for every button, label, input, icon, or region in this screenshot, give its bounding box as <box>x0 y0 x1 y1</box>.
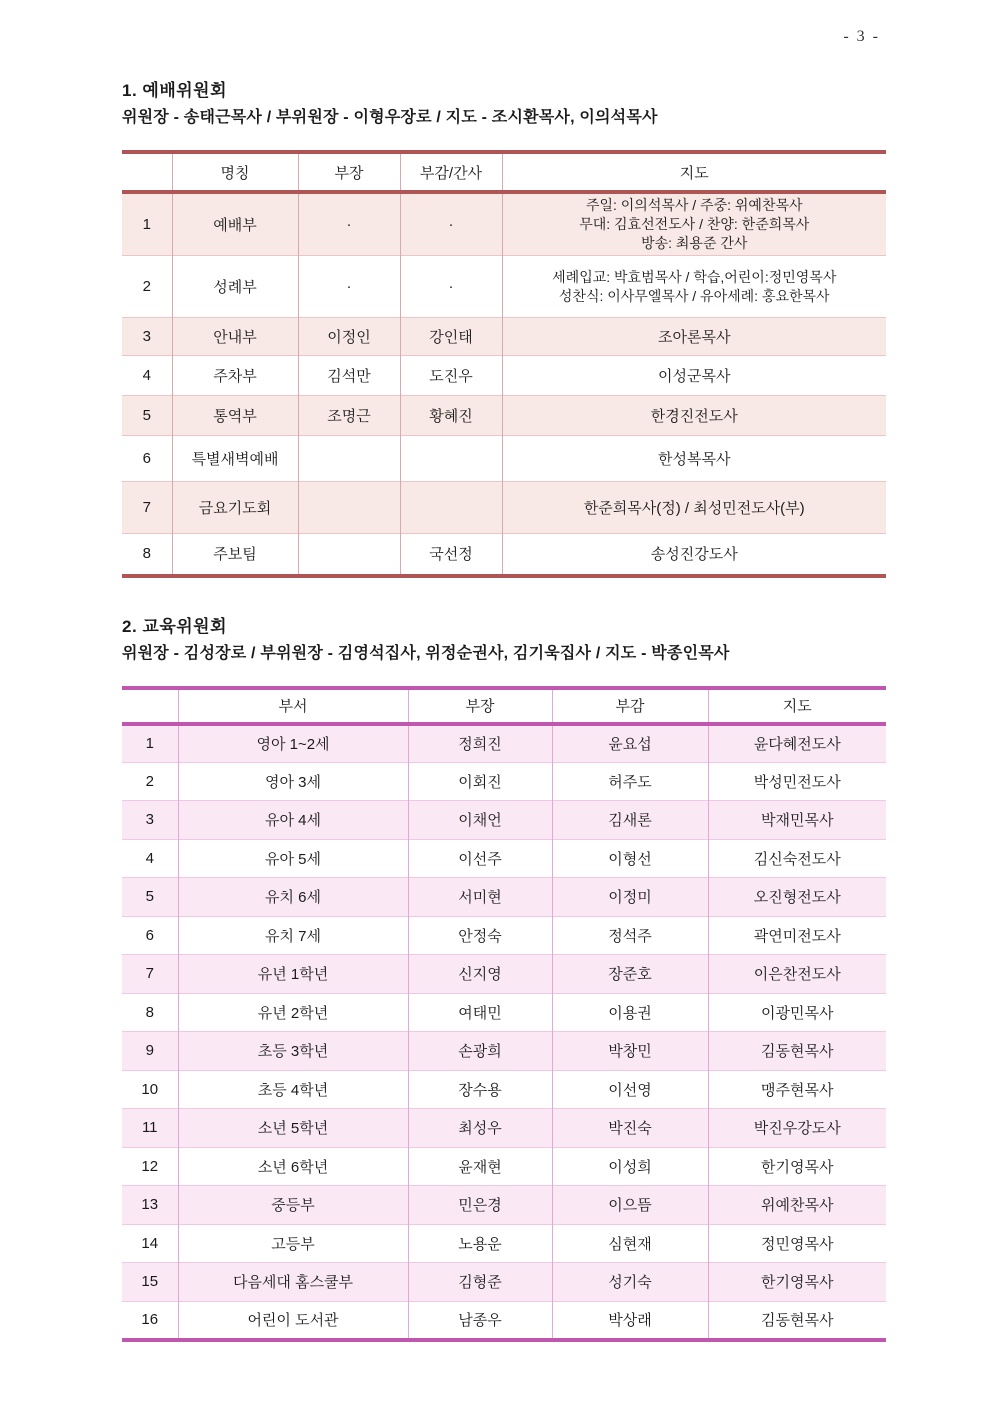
table-cell: 특별새벽예배 <box>172 436 298 482</box>
column-header: 부장 <box>408 688 552 724</box>
table-header-row <box>122 688 886 724</box>
table-cell <box>298 436 400 482</box>
table-cell: 이정인 <box>298 318 400 356</box>
table-cell: · <box>298 256 400 318</box>
table-cell: 이회진 <box>408 762 552 801</box>
row-number-cell: 5 <box>142 407 151 424</box>
table-cell: 성례부 <box>172 256 298 318</box>
section-title: 2. 교육위원회 <box>122 616 228 636</box>
table-row <box>122 993 886 1032</box>
section-education-committee <box>122 616 886 1342</box>
table-cell: 신지영 <box>408 955 552 994</box>
table-cell: 한기영목사 <box>708 1263 886 1302</box>
table-row <box>122 256 886 318</box>
guide-line: 무대: 김효선전도사 / 찬양: 한준희목사 <box>579 216 810 232</box>
row-number-cell: 6 <box>142 450 151 467</box>
column-header <box>122 152 172 192</box>
column-header <box>122 688 178 724</box>
row-number-cell: 4 <box>142 367 151 384</box>
table-cell: 이용권 <box>552 993 708 1032</box>
section-subtitle: 위원장 - 김성장로 / 부위원장 - 김영석집사, 위정순권사, 김기욱집사 / 지도 - 박종인목사 <box>122 644 730 662</box>
table-cell: 윤요섭 <box>552 724 708 763</box>
table-cell: 장준호 <box>552 955 708 994</box>
table-cell: 김동현목사 <box>708 1032 886 1071</box>
table-cell: 국선정 <box>400 534 502 576</box>
table-row <box>122 1186 886 1225</box>
table-row <box>122 436 886 482</box>
table-cell: 안내부 <box>172 318 298 356</box>
column-header: 지도 <box>502 152 886 192</box>
table-cell: 주차부 <box>172 356 298 396</box>
table-cell: 유년 1학년 <box>178 955 408 994</box>
table-cell <box>502 256 886 318</box>
table-row <box>122 192 886 256</box>
table-row <box>122 356 886 396</box>
row-number-cell: 5 <box>145 888 154 906</box>
table-header-row <box>122 152 886 192</box>
column-header: 부감 <box>552 688 708 724</box>
table-cell: 유치 6세 <box>178 878 408 917</box>
table-cell: 조아론목사 <box>502 318 886 356</box>
table-cell: 위예찬목사 <box>708 1186 886 1225</box>
table-cell: 영아 1~2세 <box>178 724 408 763</box>
column-header: 부장 <box>298 152 400 192</box>
table-cell: 서미현 <box>408 878 552 917</box>
table-cell: 유아 5세 <box>178 839 408 878</box>
table-cell: 초등 4학년 <box>178 1070 408 1109</box>
table-cell: 금요기도회 <box>172 482 298 534</box>
column-header: 지도 <box>708 688 886 724</box>
table-cell: 한기영목사 <box>708 1147 886 1186</box>
row-number-cell: 3 <box>145 811 154 829</box>
table-cell: 남종우 <box>408 1301 552 1340</box>
table-row <box>122 955 886 994</box>
table-cell: 안정숙 <box>408 916 552 955</box>
table-cell: 윤다혜전도사 <box>708 724 886 763</box>
column-header: 부서 <box>178 688 408 724</box>
table-cell: 유치 7세 <box>178 916 408 955</box>
table-cell: 소년 5학년 <box>178 1109 408 1148</box>
row-number-cell: 8 <box>145 1003 154 1021</box>
table-row <box>122 916 886 955</box>
table-cell: 정석주 <box>552 916 708 955</box>
table-cell: 심현재 <box>552 1224 708 1263</box>
table-row <box>122 1224 886 1263</box>
table-row <box>122 878 886 917</box>
table-cell: 손광희 <box>408 1032 552 1071</box>
table-row <box>122 1109 886 1148</box>
table-cell: 성기숙 <box>552 1263 708 1302</box>
table-cell: 강인태 <box>400 318 502 356</box>
table-row <box>122 534 886 576</box>
table-cell <box>298 482 400 534</box>
table-cell: 박진숙 <box>552 1109 708 1148</box>
table-cell <box>502 192 886 256</box>
table-cell: · <box>298 192 400 256</box>
table-row <box>122 482 886 534</box>
table-cell: 김새론 <box>552 801 708 840</box>
guide-line: 성찬식: 이사무엘목사 / 유아세례: 홍요한목사 <box>558 287 830 304</box>
table-cell: 장수용 <box>408 1070 552 1109</box>
table-cell: 영아 3세 <box>178 762 408 801</box>
table-row <box>122 839 886 878</box>
row-number-cell: 14 <box>141 1234 159 1252</box>
table-row <box>122 1070 886 1109</box>
table-cell: 이채언 <box>408 801 552 840</box>
table-cell: 박재민목사 <box>708 801 886 840</box>
table-cell: 김형준 <box>408 1263 552 1302</box>
table-cell: 이형선 <box>552 839 708 878</box>
row-number-cell: 7 <box>145 965 154 983</box>
table-cell: 고등부 <box>178 1224 408 1263</box>
table-cell: 한준희목사(정) / 최성민전도사(부) <box>502 482 886 534</box>
table-row <box>122 1263 886 1302</box>
table-cell: 정희진 <box>408 724 552 763</box>
row-number-cell: 1 <box>145 735 154 752</box>
table-cell: 도진우 <box>400 356 502 396</box>
table-cell: 김동현목사 <box>708 1301 886 1340</box>
table-cell <box>400 482 502 534</box>
table-cell: 오진형전도사 <box>708 878 886 917</box>
table-cell <box>298 534 400 576</box>
document-body <box>122 80 886 1342</box>
table-row <box>122 1032 886 1071</box>
table-cell: 이성희 <box>552 1147 708 1186</box>
table-cell: 박진우강도사 <box>708 1109 886 1148</box>
table-row <box>122 801 886 840</box>
table-cell: 박성민전도사 <box>708 762 886 801</box>
row-number-cell: 16 <box>141 1311 159 1328</box>
section-worship-committee <box>122 80 886 578</box>
table-row <box>122 396 886 436</box>
education-committee-table <box>122 686 886 1342</box>
page-number: - 3 - <box>843 28 880 45</box>
row-number-cell: 2 <box>145 772 154 790</box>
table-cell: 이은찬전도사 <box>708 955 886 994</box>
table-cell: 한성복목사 <box>502 436 886 482</box>
table-row <box>122 762 886 801</box>
column-header: 부감/간사 <box>400 152 502 192</box>
table-cell: 조명근 <box>298 396 400 436</box>
table-row <box>122 1147 886 1186</box>
table-cell: 이으뜸 <box>552 1186 708 1225</box>
table-cell: 김석만 <box>298 356 400 396</box>
table-cell: 맹주현목사 <box>708 1070 886 1109</box>
table-cell: 이선주 <box>408 839 552 878</box>
table-cell: 송성진강도사 <box>502 534 886 576</box>
table-row <box>122 724 886 763</box>
table-row <box>122 318 886 356</box>
row-number-cell: 12 <box>141 1157 159 1175</box>
row-number-cell: 1 <box>142 216 151 233</box>
row-number-cell: 6 <box>145 926 154 944</box>
table-cell: 이성군목사 <box>502 356 886 396</box>
column-header: 명칭 <box>172 152 298 192</box>
table-cell: 예배부 <box>172 192 298 256</box>
table-cell: 여태민 <box>408 993 552 1032</box>
table-cell: 곽연미전도사 <box>708 916 886 955</box>
table-cell: 초등 3학년 <box>178 1032 408 1071</box>
table-cell: 허주도 <box>552 762 708 801</box>
table-cell: 박창민 <box>552 1032 708 1071</box>
row-number-cell: 13 <box>141 1196 159 1214</box>
table-cell: 주보팀 <box>172 534 298 576</box>
guide-line: 세례입교: 박효범목사 / 학습,어린이:정민영목사 <box>552 268 837 285</box>
table-cell: 중등부 <box>178 1186 408 1225</box>
table-cell: 이선영 <box>552 1070 708 1109</box>
table-cell: 한경진전도사 <box>502 396 886 436</box>
row-number-cell: 7 <box>142 499 151 516</box>
table-cell: 이정미 <box>552 878 708 917</box>
section-title: 1. 예배위원회 <box>122 81 228 100</box>
row-number-cell: 2 <box>142 278 151 295</box>
section-subtitle: 위원장 - 송태근목사 / 부위원장 - 이형우장로 / 지도 - 조시환목사, 이의석목사 <box>122 109 658 126</box>
table-cell: 통역부 <box>172 396 298 436</box>
table-cell: 유아 4세 <box>178 801 408 840</box>
table-cell: 박상래 <box>552 1301 708 1340</box>
table-cell: 윤재현 <box>408 1147 552 1186</box>
table-cell: 민은경 <box>408 1186 552 1225</box>
table-cell: 김신숙전도사 <box>708 839 886 878</box>
row-number-cell: 4 <box>145 849 154 867</box>
worship-committee-table <box>122 150 886 578</box>
table-cell: 어린이 도서관 <box>178 1301 408 1340</box>
row-number-cell: 10 <box>141 1080 159 1098</box>
table-cell: · <box>400 256 502 318</box>
table-cell: 이광민목사 <box>708 993 886 1032</box>
row-number-cell: 15 <box>141 1273 159 1291</box>
table-cell: 다음세대 홈스쿨부 <box>178 1263 408 1302</box>
table-row <box>122 1301 886 1340</box>
table-cell: 유년 2학년 <box>178 993 408 1032</box>
table-cell: · <box>400 192 502 256</box>
guide-line: 방송: 최용준 간사 <box>641 235 748 251</box>
row-number-cell: 9 <box>145 1042 154 1060</box>
guide-line: 주일: 이의석목사 / 주중: 위예찬목사 <box>585 197 803 213</box>
table-cell: 노용운 <box>408 1224 552 1263</box>
row-number-cell: 3 <box>142 328 151 345</box>
table-cell: 황혜진 <box>400 396 502 436</box>
table-cell: 최성우 <box>408 1109 552 1148</box>
table-cell: 소년 6학년 <box>178 1147 408 1186</box>
row-number-cell: 8 <box>142 545 151 563</box>
table-cell <box>400 436 502 482</box>
row-number-cell: 11 <box>141 1119 158 1137</box>
table-cell: 정민영목사 <box>708 1224 886 1263</box>
